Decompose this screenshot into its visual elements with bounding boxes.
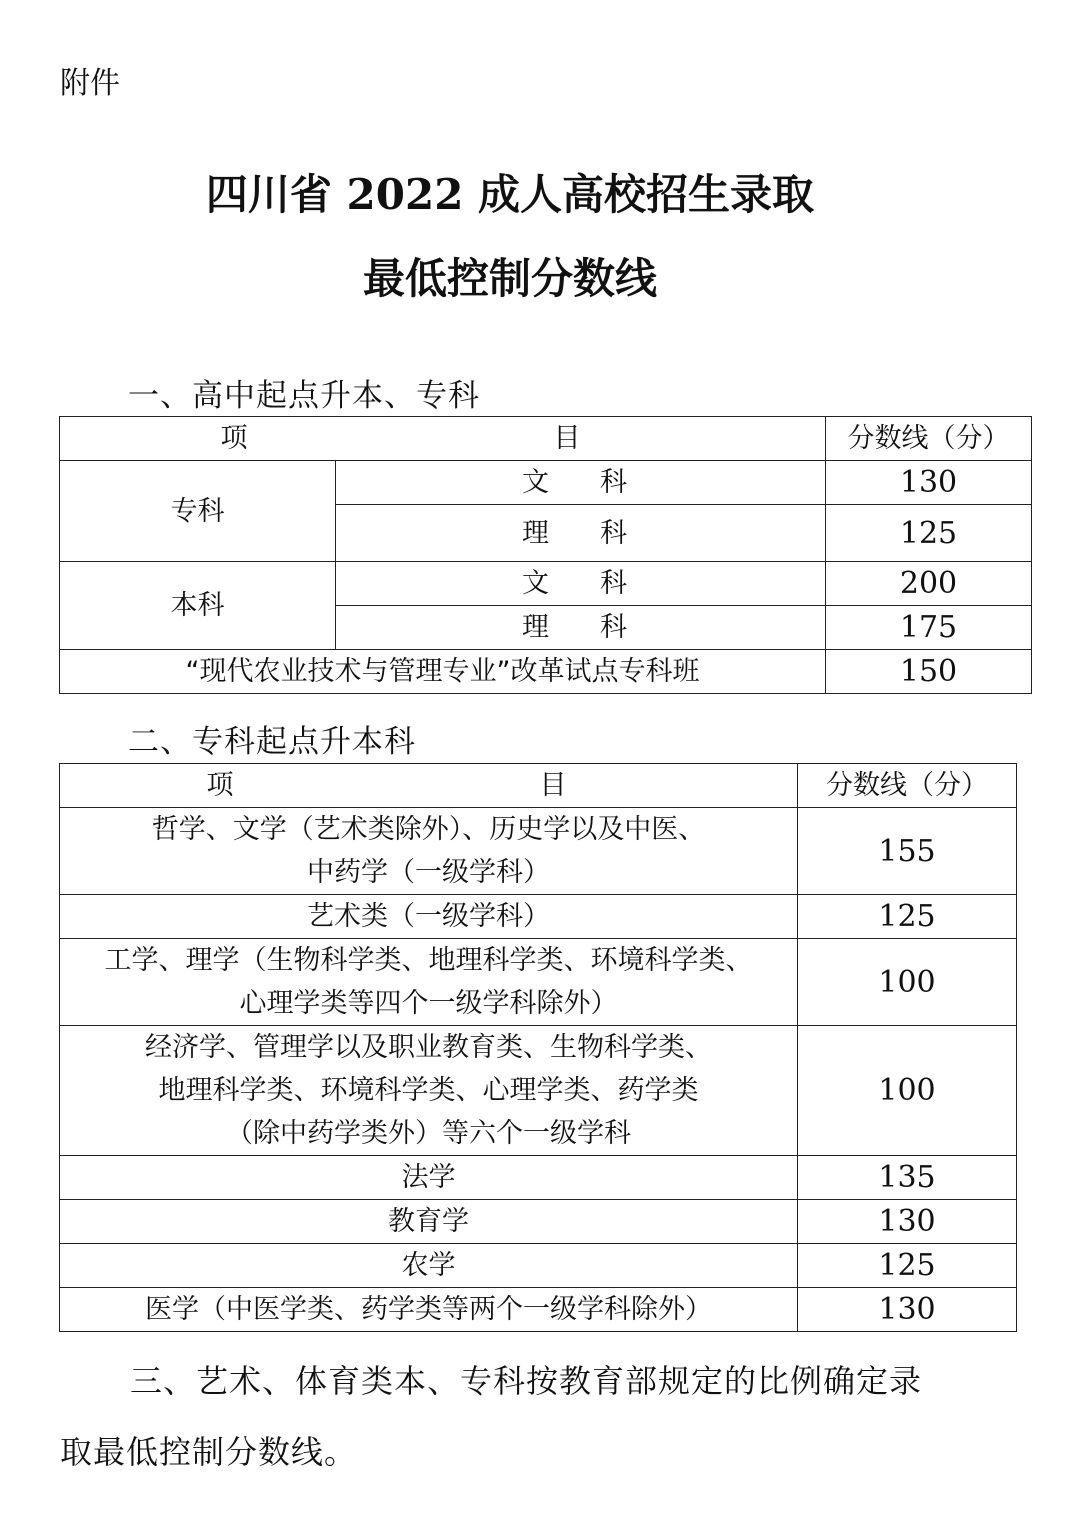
score-cell: 200 [826,562,1032,606]
row-label: 法学 [60,1156,798,1200]
label-line: 工学、理学（生物科学类、地理科学类、环境科学类、 [104,945,753,976]
score-cell: 125 [826,505,1032,562]
header-item: 项 目 [60,417,826,461]
group-name: 专科 [60,461,336,562]
sub-item: 理 科 [336,505,826,562]
score-cell: 100 [798,939,1017,1026]
label-line: 地理科学类、环境科学类、心理学类、药学类 [158,1075,699,1106]
table-header-row [60,764,1017,808]
label-line: 中药学（一级学科） [307,857,550,888]
score-cell: 175 [826,606,1032,650]
table-row [60,939,1017,1026]
row-label: 教育学 [60,1200,798,1244]
section1-heading: 一、高中起点升本、专科 [128,378,480,414]
section1-table [59,416,1032,694]
table-row [60,1288,1017,1332]
page-title-line1: 四川省 2022 成人高校招生录取 [205,170,815,219]
table-row [60,895,1017,939]
label-line: 经济学、管理学以及职业教育类、生物科学类、 [145,1032,712,1063]
section2-heading: 二、专科起点升本科 [128,724,416,760]
label-line: 哲学、文学（艺术类除外）、历史学以及中医、 [151,814,706,845]
row-label: 农学 [60,1244,798,1288]
label-line: 心理学类等四个一级学科除外） [239,988,618,1019]
section3-line2: 取最低控制分数线。 [60,1433,358,1471]
row-label [60,939,798,1026]
table-row [60,650,1032,694]
header-score: 分数线（分） [798,764,1017,808]
table-row [60,1156,1017,1200]
row-label [60,808,798,895]
page-title-line2: 最低控制分数线 [362,254,657,303]
label-line: （除中药学类外）等六个一级学科 [226,1118,631,1149]
table-row [60,1244,1017,1288]
table-header-row [60,417,1032,461]
table-row [60,562,1032,606]
score-cell: 125 [798,1244,1017,1288]
table-row [60,808,1017,895]
sub-item: 文 科 [336,562,826,606]
score-cell: 130 [798,1200,1017,1244]
row-label [60,1026,798,1156]
table-row [60,1026,1017,1156]
score-cell: 150 [826,650,1032,694]
section2-table [59,763,1017,1332]
header-item: 项 目 [60,764,798,808]
sub-item: 文 科 [336,461,826,505]
row-label: 医学（中医学类、药学类等两个一级学科除外） [60,1288,798,1332]
attachment-label: 附件 [60,66,120,101]
sub-item: 理 科 [336,606,826,650]
section3-line1: 三、艺术、体育类本、专科按教育部规定的比例确定录 [130,1362,923,1400]
score-cell: 135 [798,1156,1017,1200]
table-row [60,461,1032,505]
score-cell: 130 [798,1288,1017,1332]
row-label: 艺术类（一级学科） [60,895,798,939]
score-cell: 130 [826,461,1032,505]
score-cell: 155 [798,808,1017,895]
score-cell: 100 [798,1026,1017,1156]
header-score: 分数线（分） [826,417,1032,461]
group-name: 本科 [60,562,336,650]
score-cell: 125 [798,895,1017,939]
table-row [60,1200,1017,1244]
special-label: “现代农业技术与管理专业”改革试点专科班 [60,650,826,694]
